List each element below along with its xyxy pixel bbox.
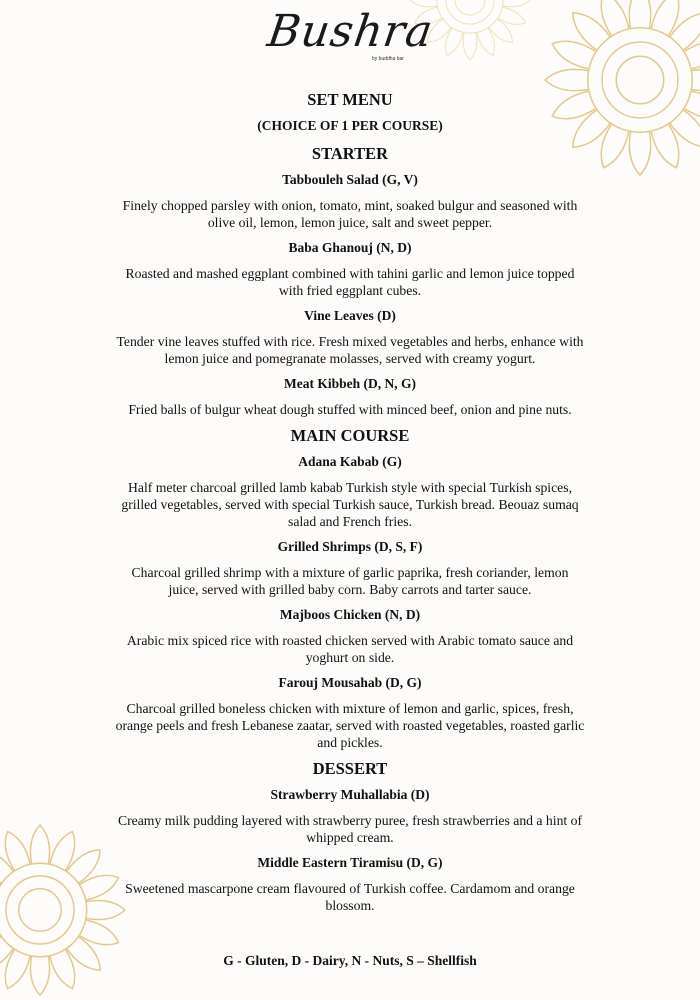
menu-content <box>80 90 620 922</box>
dish-name: Meat Kibbeh (D, N, G) <box>284 376 416 391</box>
description-line: Arabic mix spiced rice with roasted chicken served with Arabic tomato sauce and <box>126 632 574 648</box>
description-line: with fried eggplant cubes. <box>278 282 422 298</box>
allergen-legend: G - Gluten, D - Dairy, N - Nuts, S – Shellfish <box>223 953 477 968</box>
dish-name: Majboos Chicken (N, D) <box>279 607 421 622</box>
dish-name: Tabbouleh Salad (G, V) <box>282 172 418 187</box>
menu-sections <box>80 144 620 914</box>
restaurant-logo <box>0 6 700 57</box>
description-line: Finely chopped parsley with onion, tomato, mint, soaked bulgur and seasoned with <box>122 197 578 213</box>
description-line: whipped cream. <box>306 829 394 845</box>
dish-description <box>80 564 620 598</box>
description-line: blossom. <box>325 897 375 913</box>
description-line: Charcoal grilled boneless chicken with mixture of lemon and garlic, spices, fresh, <box>126 700 574 716</box>
description-line: Roasted and mashed eggplant combined with tahini garlic and lemon juice topped <box>125 265 575 281</box>
description-line: juice, served with grilled baby corn. Baby carrots and tarter sauce. <box>168 581 532 597</box>
menu-subtitle: (CHOICE OF 1 PER COURSE) <box>257 118 443 133</box>
description-line: lemon juice and pomegranate molasses, served with creamy yogurt. <box>164 350 536 366</box>
description-line: orange peels and fresh Lebanese zaatar, served with roasted vegetables, roasted garlic <box>115 717 585 733</box>
description-line: olive oil, lemon, lemon juice, salt and sweet pepper. <box>207 214 493 230</box>
dish-name: Middle Eastern Tiramisu (D, G) <box>257 855 443 870</box>
section-heading: DESSERT <box>312 759 388 778</box>
dish-name: Adana Kabab (G) <box>298 454 402 469</box>
dish-description <box>80 197 620 231</box>
menu-title: SET MENU <box>307 90 393 109</box>
dish-name: Baba Ghanouj (N, D) <box>288 240 412 255</box>
logo-wordmark: Bushra <box>263 6 437 57</box>
description-line: and pickles. <box>317 734 383 750</box>
description-line: Sweetened mascarpone cream flavoured of Turkish coffee. Cardamom and orange <box>125 880 575 896</box>
description-line: grilled vegetables, served with special Turkish sauce, Turkish bread. Beouaz sumaq <box>121 496 579 512</box>
dish-name: Farouj Mousahab (D, G) <box>278 675 422 690</box>
description-line: Fried balls of bulgur wheat dough stuffed with minced beef, onion and pine nuts. <box>128 401 572 417</box>
dish-description <box>80 401 620 418</box>
dish-name: Vine Leaves (D) <box>304 308 396 323</box>
dish-description <box>80 880 620 914</box>
menu-section <box>80 759 620 914</box>
dish-description <box>80 632 620 666</box>
dish-description <box>80 265 620 299</box>
description-line: Creamy milk pudding layered with strawberry puree, fresh strawberries and a hint of <box>117 812 583 828</box>
dish-name: Strawberry Muhallabia (D) <box>270 787 430 802</box>
menu-section <box>80 144 620 418</box>
logo-subtitle: by buddha bar <box>372 56 404 62</box>
dish-description <box>80 333 620 367</box>
description-line: salad and French fries. <box>288 513 412 529</box>
menu-section <box>80 426 620 751</box>
dish-description <box>80 479 620 530</box>
section-heading: STARTER <box>311 144 389 163</box>
dish-description <box>80 812 620 846</box>
section-heading: MAIN COURSE <box>290 426 410 445</box>
description-line: Half meter charcoal grilled lamb kabab Turkish style with special Turkish spices, <box>127 479 572 495</box>
dish-name: Grilled Shrimps (D, S, F) <box>277 539 423 554</box>
dish-description <box>80 700 620 751</box>
description-line: Tender vine leaves stuffed with rice. Fresh mixed vegetables and herbs, enhance with <box>116 333 584 349</box>
description-line: yoghurt on side. <box>305 649 395 665</box>
description-line: Charcoal grilled shrimp with a mixture of garlic paprika, fresh coriander, lemon <box>131 564 569 580</box>
